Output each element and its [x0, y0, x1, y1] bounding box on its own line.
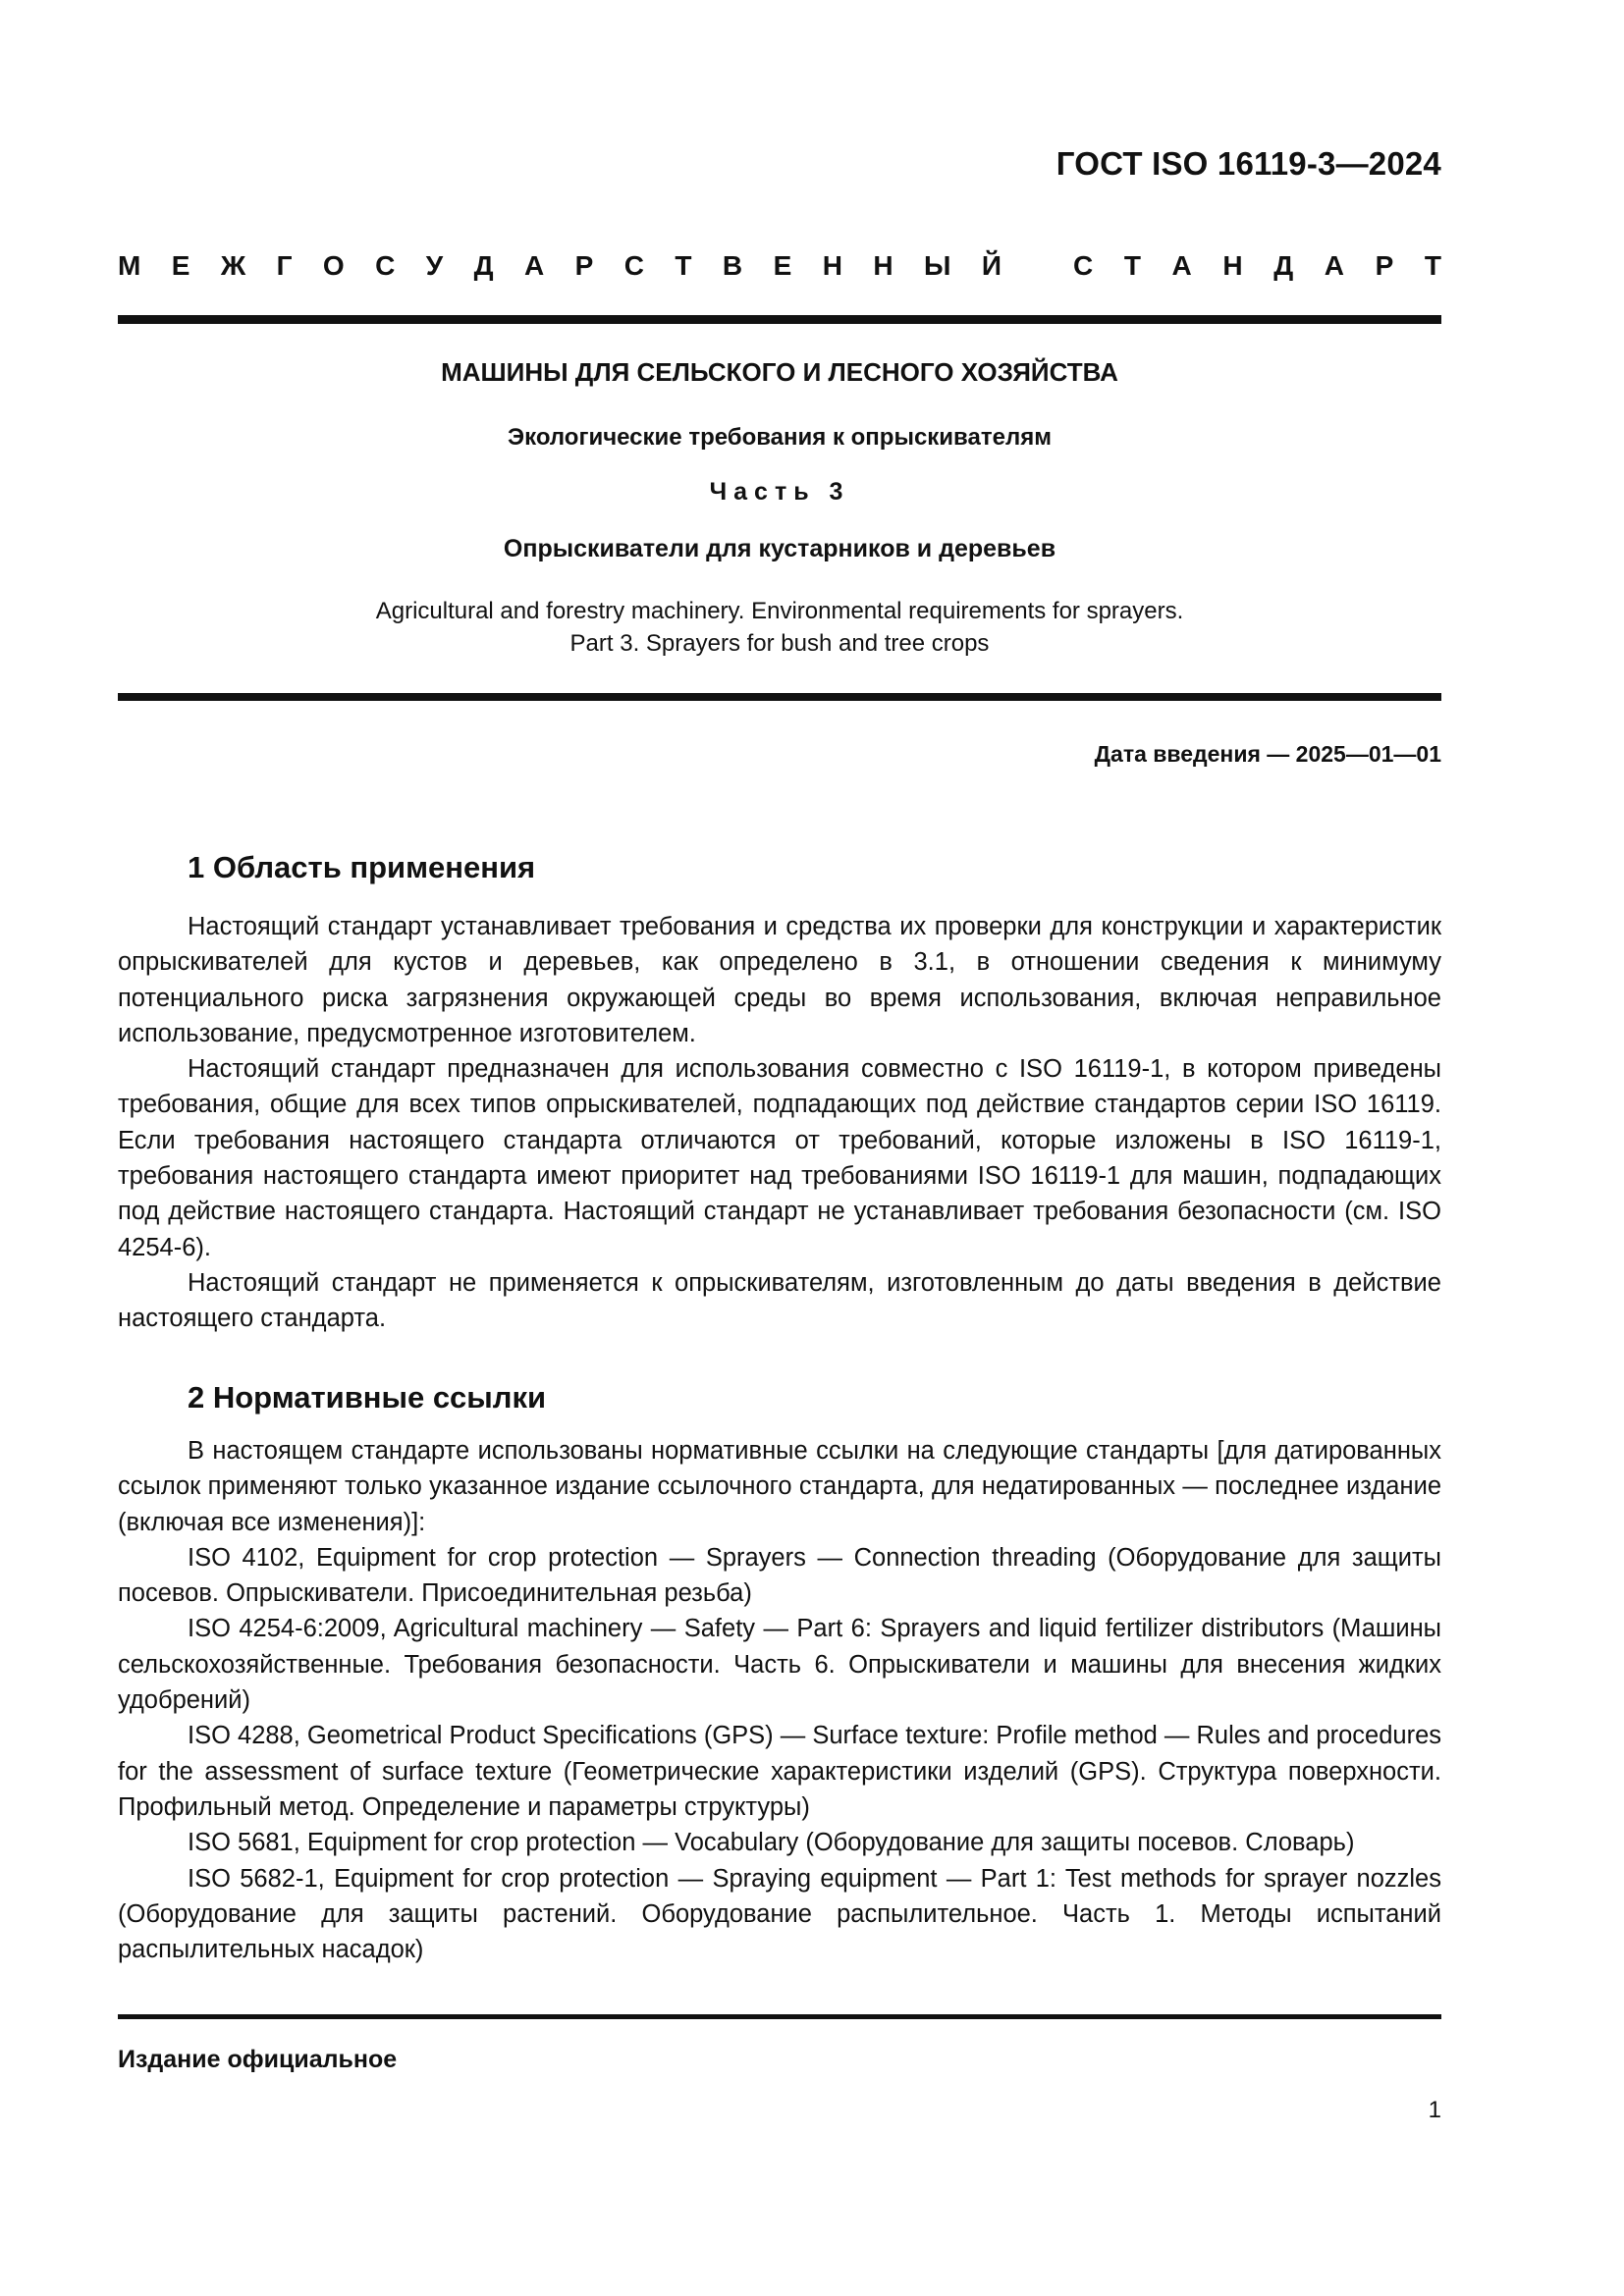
banner-letter: А — [1171, 250, 1192, 281]
paragraph: Настоящий стандарт не применяется к опрыскивателям, изготовленным до даты введения в действие настоящего стандарта. — [118, 1268, 1441, 1333]
banner-letter: Н — [1222, 250, 1243, 281]
standard-designation: ГОСТ ISO 16119-3—2024 — [1056, 145, 1441, 182]
banner-letter: Т — [1424, 250, 1441, 281]
banner-letter: Т — [675, 250, 692, 281]
banner-letter: А — [523, 250, 545, 281]
banner-letter: Н — [873, 250, 893, 281]
banner-letter: У — [425, 250, 444, 281]
banner-letter: Р — [1375, 250, 1394, 281]
section-heading-normative-references: 2 Нормативные ссылки — [188, 1380, 547, 1415]
document-part-name: Опрыскиватели для кустарников и деревьев — [503, 535, 1056, 562]
document-subtitle: Экологические требования к опрыскивателям — [508, 424, 1052, 451]
english-title-line: Agricultural and forestry machinery. Environmental requirements for sprayers. — [375, 598, 1184, 624]
banner-letter: Н — [822, 250, 842, 281]
reference-item: ISO 4288, Geometrical Product Specifications (GPS) — Surface texture: Profile method — Rules and procedures for the assessment of surface texture (Геометрические характеристики изделий (GPS). Структура поверхности. Профильный метод. Определение и параметры структуры) — [118, 1722, 1442, 1821]
section-heading-scope: 1 Область применения — [188, 850, 536, 884]
banner-letter: Е — [773, 250, 792, 281]
paragraph: В настоящем стандарте использованы нормативные ссылки на следующие стандарты [для датированных ссылок применяют только указанное издание ссылочного стандарта, для недатированных — последнее издание (включая все изменения)]: — [118, 1437, 1441, 1536]
banner-letter: Д — [1273, 250, 1294, 281]
banner-letter: А — [1324, 250, 1344, 281]
banner-letter: Ж — [220, 250, 246, 281]
section-scope — [118, 909, 1441, 1337]
page-number: 1 — [1428, 2097, 1441, 2123]
banner-letter: В — [722, 250, 743, 281]
document-part: Часть 3 — [709, 478, 850, 506]
banner-letter: О — [322, 250, 345, 281]
document-title: МАШИНЫ ДЛЯ СЕЛЬСКОГО И ЛЕСНОГО ХОЗЯЙСТВА — [441, 357, 1118, 387]
interstate-word — [118, 250, 1001, 282]
paragraph: Настоящий стандарт предназначен для использования совместно с ISO 16119-1, в котором приведены требования, общие для всех типов опрыскивателей, подпадающих под действие стандартов серии ISO 16119. Если требования настоящего стандарта отличаются от требований, которые изложены в ISO 16119-1, требования настоящего стандарта имеют приоритет над требованиями ISO 16119-1 для машин, подпадающих под действие настоящего стандарта. Настоящий стандарт не устанавливает требования безопасности (см. ISO 4254-6). — [118, 1055, 1441, 1261]
banner-letter: С — [375, 250, 396, 281]
english-title-line: Part 3. Sprayers for bush and tree crops — [569, 630, 990, 657]
banner-letter: Й — [981, 250, 1001, 281]
section-normative-references — [118, 1433, 1441, 1967]
title-rule — [118, 693, 1441, 701]
banner-letter: Е — [171, 250, 190, 281]
banner-letter: Р — [574, 250, 594, 281]
standard-word — [1073, 250, 1441, 282]
banner-letter: М — [118, 250, 141, 281]
banner-letter: Д — [473, 250, 494, 281]
reference-item: ISO 4254-6:2009, Agricultural machinery — Safety — Part 6: Sprayers and liquid fertilizer distributors (Машины сельскохозяйственные. Требования безопасности. Часть 6. Опрыскиватели и машины для внесения жидких удобрений) — [118, 1615, 1441, 1715]
reference-item: ISO 5681, Equipment for crop protection — Vocabulary (Оборудование для защиты посевов. Словарь) — [188, 1829, 1355, 1857]
introduction-date: Дата введения — 2025—01—01 — [1094, 741, 1441, 767]
english-title — [118, 595, 1441, 660]
footer-rule — [118, 2014, 1441, 2019]
banner-letter: Ы — [924, 250, 951, 281]
reference-item: ISO 4102, Equipment for crop protection — Sprayers — Connection threading (Оборудование для защиты посевов. Опрыскиватели. Присоединительная резьба) — [118, 1543, 1441, 1608]
banner-letter: Т — [1123, 250, 1141, 281]
interstate-standard-banner — [118, 250, 1441, 282]
banner-letter: Г — [276, 250, 293, 281]
official-edition-label: Издание официальное — [118, 2046, 398, 2073]
banner-letter: С — [623, 250, 644, 281]
top-rule — [118, 315, 1441, 324]
reference-item: ISO 5682-1, Equipment for crop protection — Spraying equipment — Part 1: Test methods for sprayer nozzles (Оборудование для защиты растений. Оборудование распылительное. Часть 1. Методы испытаний распылительных насадок) — [118, 1864, 1441, 1964]
banner-letter: С — [1073, 250, 1094, 281]
paragraph: Настоящий стандарт устанавливает требования и средства их проверки для конструкции и характеристик опрыскивателей для кустов и деревьев, как определено в 3.1, в отношении сведения к минимуму потенциального риска загрязнения окружающей среды во время использования, включая неправильное использование, предусмотренное изготовителем. — [118, 913, 1441, 1047]
